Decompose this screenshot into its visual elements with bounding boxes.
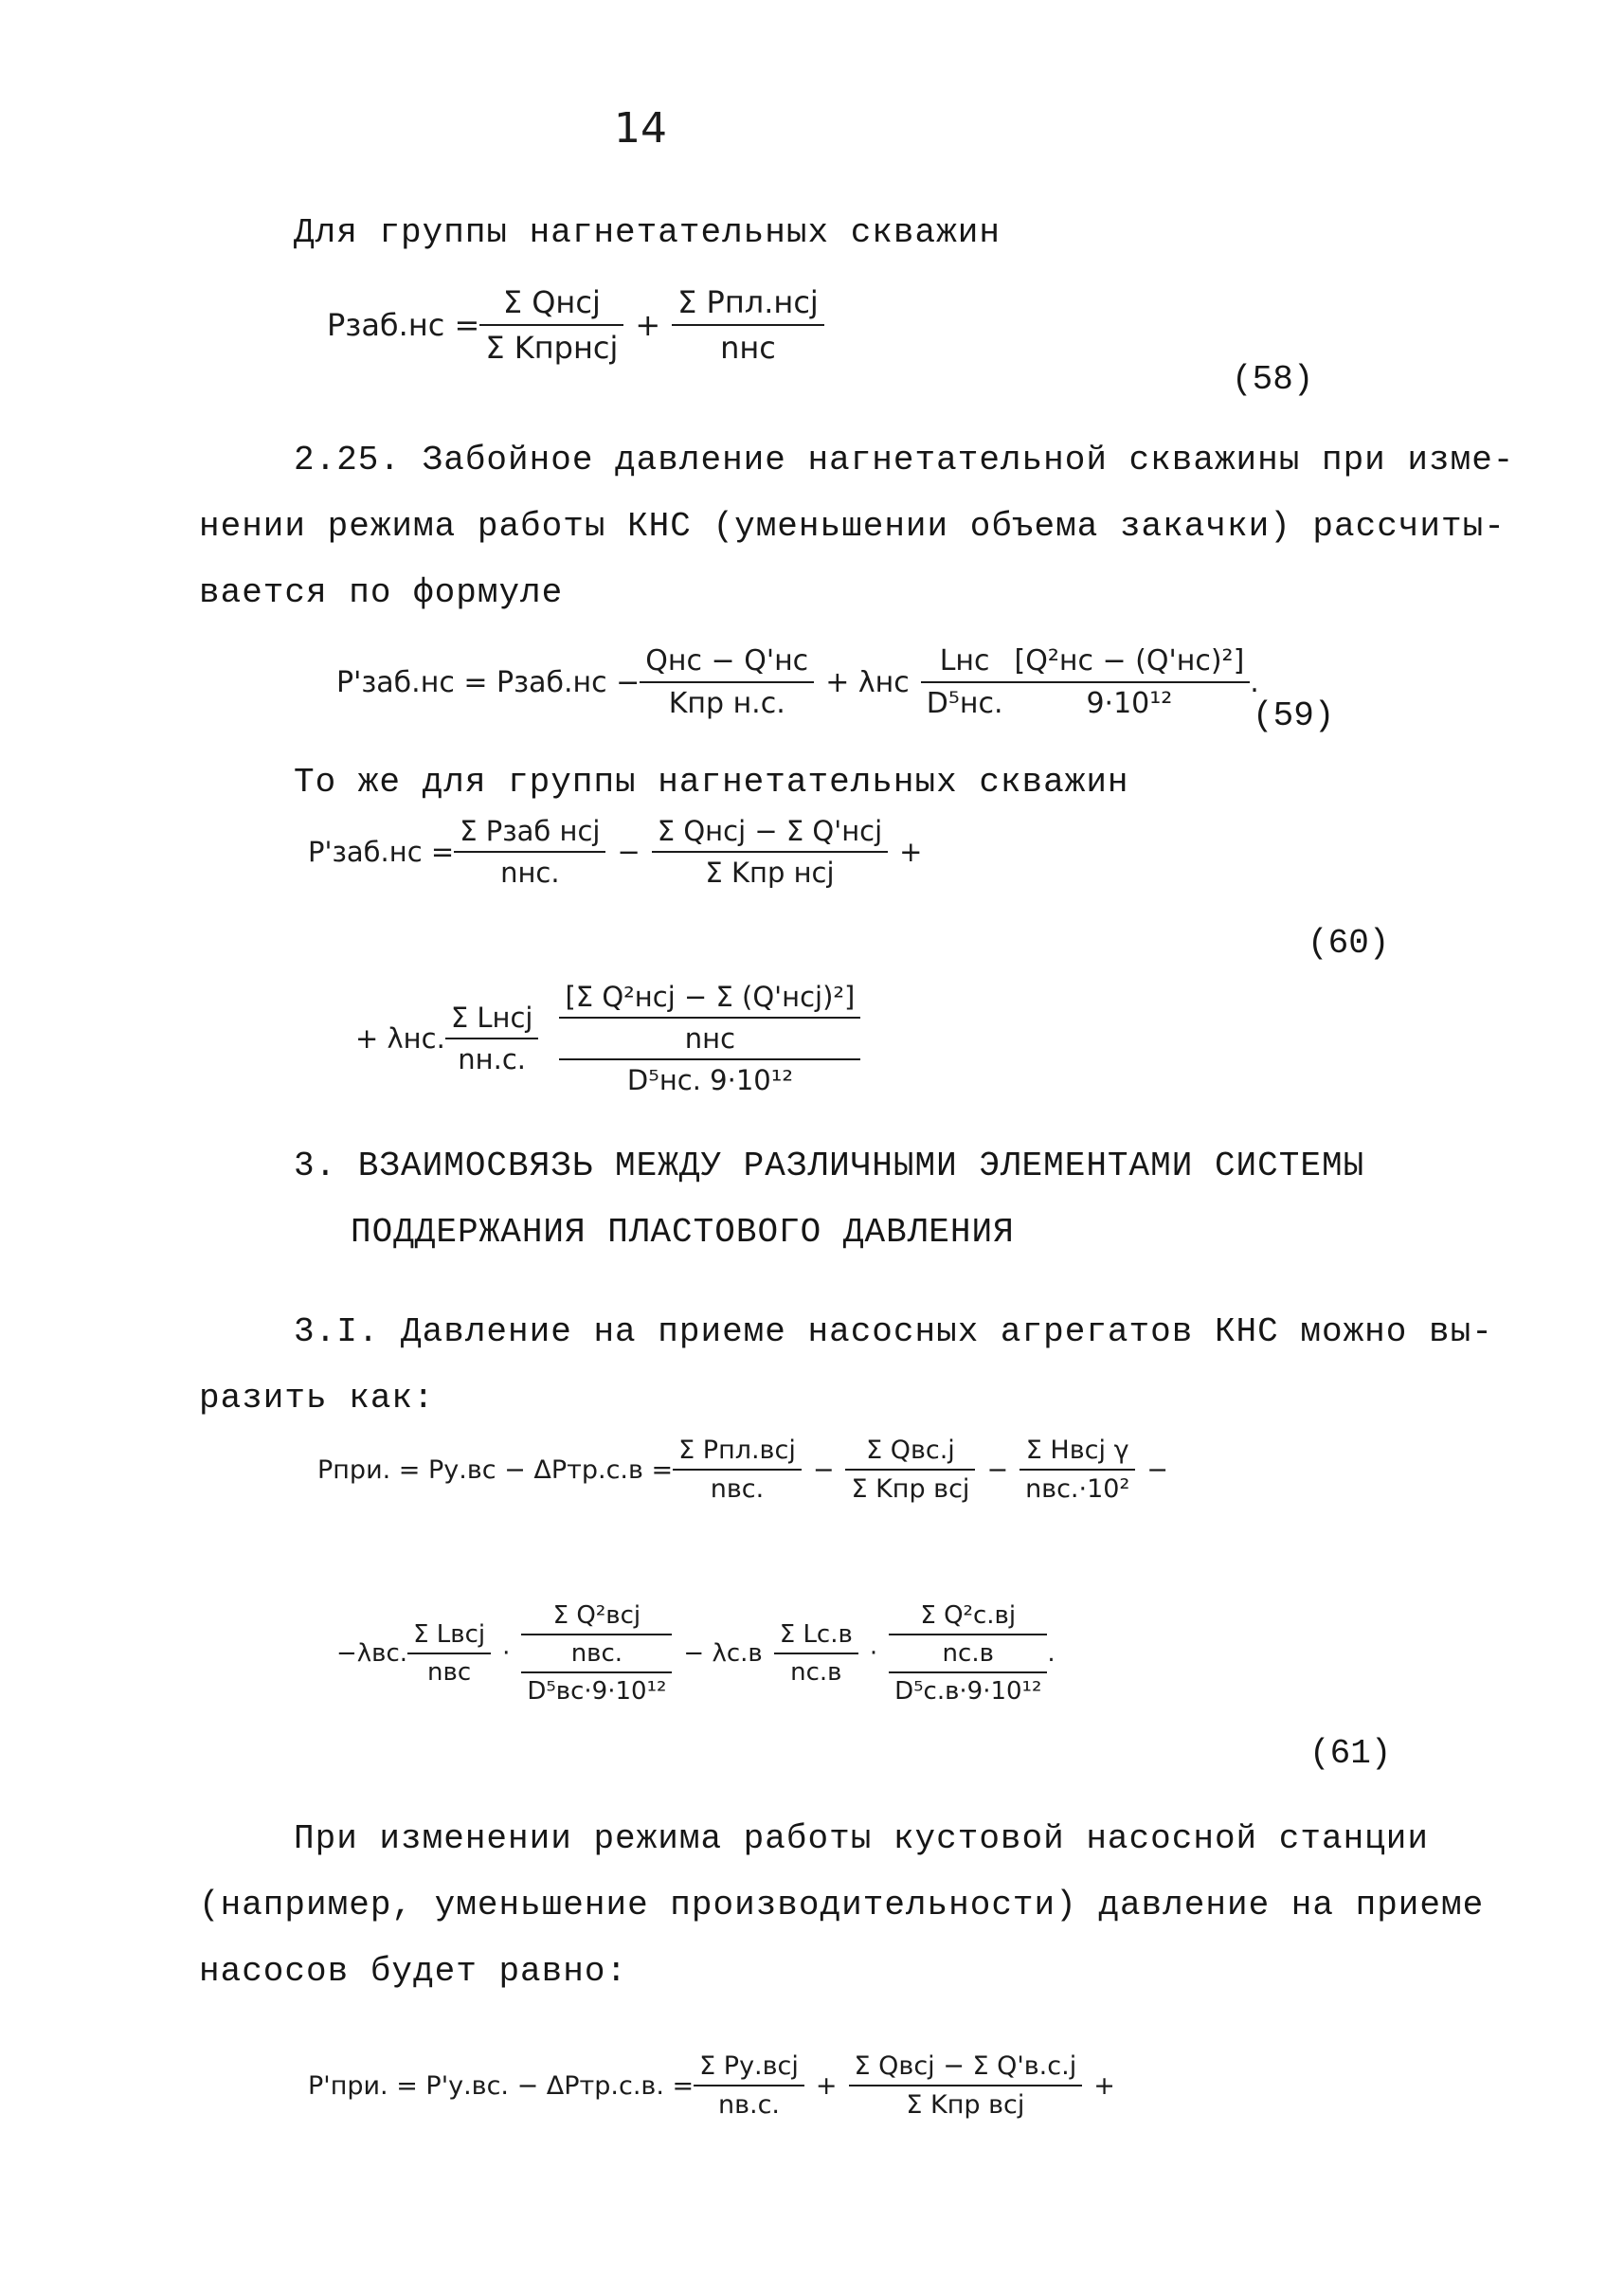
eq58-f1-num: Σ Qнсj (502, 284, 601, 320)
eq61-fraction-5 (521, 1601, 672, 1706)
eq61-lambda-1: −λвс. (336, 1639, 408, 1668)
equation-58 (327, 284, 824, 366)
eq61-f5-num: Σ Q²всj (552, 1601, 641, 1630)
eq59-lambda: + λнс (825, 665, 910, 699)
eq60-lhs: P'заб.нс = (308, 836, 455, 868)
equation-number-59: (59) (1253, 696, 1335, 735)
eq62-fraction-1 (694, 2051, 804, 2120)
minus-sign: − (1146, 1454, 1168, 1485)
minus-sign: − (986, 1454, 1009, 1485)
minus-sign: − (812, 1454, 835, 1485)
equation-60-line1 (308, 815, 933, 889)
eq60-fraction-2 (652, 815, 888, 889)
eq62-lhs: P'при. = P'у.вс. − ΔPтр.с.в. = (308, 2070, 695, 2101)
plus-sign: + (899, 836, 923, 868)
eq60-fraction-1 (454, 815, 605, 889)
eq60-f1-den: nнс. (500, 857, 560, 889)
period: . (1250, 665, 1259, 699)
eq62-f2-den: Σ Kпр всj (906, 2090, 1025, 2120)
eq58-lhs: Pзаб.нс = (327, 307, 480, 343)
eq61-fraction-2 (845, 1436, 975, 1504)
eq60-f1-num: Σ Pзаб нсj (460, 815, 601, 847)
equation-number-58: (58) (1232, 360, 1314, 399)
eq60-f4-mid: nнс (684, 1022, 736, 1055)
eq61-fraction-7 (889, 1601, 1047, 1706)
plus-sign: + (1093, 2070, 1115, 2101)
equation-59 (336, 644, 1259, 720)
eq61-f3-num: Σ Hвсj γ (1025, 1436, 1129, 1465)
eq61-fraction-4 (407, 1620, 491, 1687)
intro-group-text: Для группы нагнетательных скважин (294, 213, 1001, 252)
minus-sign: − (617, 836, 641, 868)
eq61-f2-den: Σ Kпр всj (851, 1474, 970, 1504)
eq59-fraction-1 (640, 644, 814, 720)
eq59-fraction-2 (921, 644, 1009, 720)
paragraph-change-line1: При изменении режима работы кустовой насосной станции (294, 1819, 1429, 1858)
eq61-f7-mid: nс.в (942, 1639, 994, 1668)
plus-sign: + (635, 307, 661, 343)
eq61-f6-num: Σ Lс.в (779, 1620, 853, 1649)
eq59-f1-num: Qнс − Q'нс (645, 644, 809, 677)
paragraph-2-25-line2: нении режима работы КНС (уменьшении объема закачки) рассчиты- (199, 507, 1506, 546)
eq60-f3-num: Σ Lнсj (450, 1002, 533, 1034)
paragraph-2-25-line3: вается по формуле (199, 573, 564, 612)
dot-operator: · (502, 1639, 511, 1668)
eq61-f1-den: nвс. (710, 1474, 765, 1504)
period: . (1047, 1639, 1056, 1668)
eq61-f5-den: D⁵вс·9·10¹² (527, 1677, 667, 1706)
eq61-f2-num: Σ Qвс.j (866, 1436, 955, 1465)
same-group-text: То же для группы нагнетательных скважин (294, 763, 1129, 802)
eq60-f4-num: [Σ Q²нсj − Σ (Q'нсj)²] (565, 981, 856, 1013)
page-number: 14 (614, 104, 667, 153)
eq59-f2-num: Lнс (939, 644, 990, 677)
eq62-f1-den: nв.с. (717, 2090, 781, 2120)
eq61-f5-mid: nвс. (570, 1639, 623, 1668)
plus-sign: + (815, 2070, 838, 2101)
eq62-f2-num: Σ Qвсj − Σ Q'в.с.j (854, 2051, 1077, 2081)
eq59-fraction-3 (1009, 644, 1251, 720)
eq62-fraction-2 (849, 2051, 1083, 2120)
eq62-f1-num: Σ Pу.всj (699, 2051, 799, 2081)
eq61-fraction-6 (774, 1620, 858, 1687)
eq60-f3-den: nн.с. (458, 1043, 527, 1075)
eq60-f4-den: D⁵нс. 9·10¹² (626, 1064, 793, 1096)
eq59-f1-den: Kпр н.с. (668, 687, 785, 720)
section-3-heading-line2: ПОДДЕРЖАНИЯ ПЛАСТОВОГО ДАВЛЕНИЯ (351, 1213, 1015, 1252)
eq58-f2-den: nнс (720, 330, 776, 366)
eq59-lhs: P'заб.нс = Pзаб.нс − (336, 665, 641, 699)
eq60-lambda: + λнс. (355, 1022, 445, 1055)
eq61-fraction-3 (1020, 1436, 1135, 1504)
eq60-f2-num: Σ Qнсj − Σ Q'нсj (657, 815, 883, 847)
eq58-fraction-2 (672, 284, 824, 366)
eq61-f7-den: D⁵с.в·9·10¹² (894, 1677, 1042, 1706)
equation-61-line2 (336, 1601, 1056, 1706)
paragraph-3-1-line1: 3.I. Давление на приеме насосных агрегатов КНС можно вы- (294, 1312, 1493, 1351)
equation-60-line2 (355, 981, 860, 1096)
eq58-f2-num: Σ Pпл.нсj (677, 284, 819, 320)
paragraph-change-line3: насосов будет равно: (199, 1952, 628, 1991)
equation-number-61: (61) (1309, 1734, 1392, 1773)
eq61-fraction-1 (673, 1436, 802, 1504)
eq61-f4-num: Σ Lвсj (413, 1620, 486, 1649)
eq59-f2-den: D⁵нс. (926, 687, 1003, 720)
section-3-heading-line1: 3. ВЗАИМОСВЯЗЬ МЕЖДУ РАЗЛИЧНЫМИ ЭЛЕМЕНТАМИ СИСТЕМЫ (294, 1147, 1365, 1185)
eq59-f3-den: 9·10¹² (1086, 687, 1173, 720)
eq61-f3-den: nвс.·10² (1025, 1474, 1130, 1504)
eq61-f4-den: nвс (427, 1658, 472, 1687)
eq59-f3-num: [Q²нс − (Q'нс)²] (1014, 644, 1245, 677)
equation-61-line1 (317, 1436, 1180, 1504)
eq61-lambda-2: − λс.в (683, 1639, 763, 1668)
eq58-fraction-1 (479, 284, 623, 366)
paragraph-change-line2: (например, уменьшение производительности) давление на приеме (199, 1886, 1485, 1924)
eq60-fraction-3 (445, 1002, 539, 1075)
dot-operator: · (869, 1639, 878, 1668)
eq61-lhs: Pпри. = Pу.вс − ΔPтр.с.в = (317, 1454, 674, 1485)
eq61-f6-den: nс.в (790, 1658, 842, 1687)
eq60-f2-den: Σ Kпр нсj (705, 857, 835, 889)
paragraph-2-25-line1: 2.25. Забойное давление нагнетательной скважины при изме- (294, 441, 1515, 479)
eq61-f1-num: Σ Pпл.всj (678, 1436, 796, 1465)
equation-number-60: (60) (1308, 924, 1390, 963)
equation-final (308, 2051, 1127, 2120)
eq61-f7-num: Σ Q²с.вj (920, 1601, 1017, 1630)
eq60-fraction-4 (559, 981, 860, 1096)
paragraph-3-1-line2: разить как: (199, 1379, 435, 1418)
eq58-f1-den: Σ Kпрнсj (485, 330, 619, 366)
